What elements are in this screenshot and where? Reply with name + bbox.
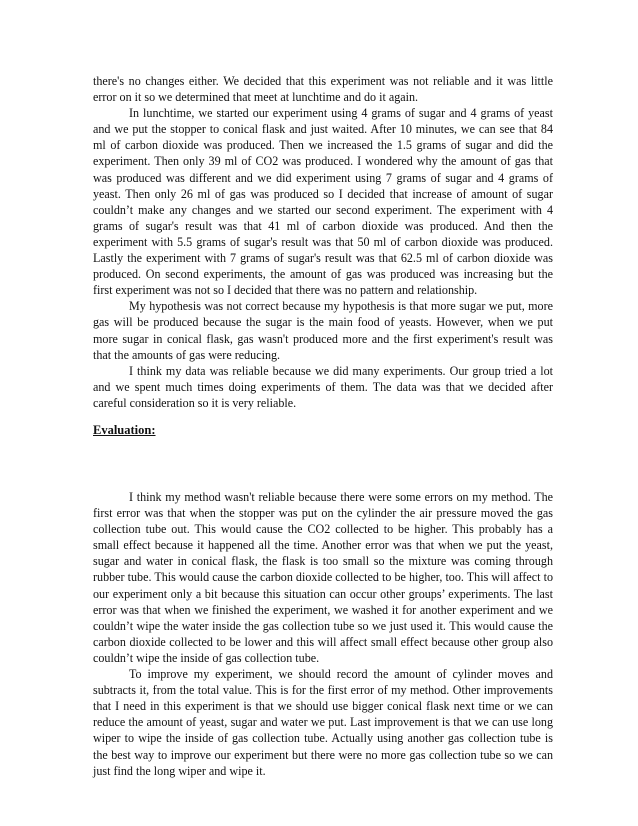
paragraph-lunchtime-experiment: In lunchtime, we started our experiment using 4 grams of sugar and 4 grams of yeast and we put the stopper to conical flask and just waited. After 10 minutes, we can see that 84 ml of carbon dioxide was produced. Then we increased the 1.5 grams of sugar and did the experiment. Then only 39 ml of CO2 was produced. I wondered why the amount of gas that was produced was different and we did experiment using 7 grams of sugar and 4 grams of yeast. Then only 26 ml of gas was produced so I decided that increase of amount of sugar couldn’t make any changes and we started our second experiment. The experiment with 4 grams of sugar's result was that 41 ml of carbon dioxide was produced. And then the experiment with 5.5 grams of sugar's result was that 50 ml of carbon dioxide was produced. Lastly the experiment with 7 grams of sugar's result was that 62.5 ml of carbon dioxide was produced. On second experiments, the amount of gas was produced was increasing but the first experiment was not so I decided that there was no pattern and relationship. bbox=[93, 106, 553, 298]
paragraph-method-errors: I think my method wasn't reliable because there were some errors on my method. The first error was that when the stopper was put on the cylinder the air pressure moved the gas collection tube out. This would cause the CO2 collected to be higher. This probably has a small effect because it happened all the time. Another error was that when we put the yeast, sugar and water in conical flask, the flask is too small so the mixture was coming through rubber tube. This would cause the carbon dioxide collected to be higher, too. This will affect to our experiment only a bit because this situation can occur other groups’ experiments. The last error was that when we finished the experiment, we washed it for another experiment and we couldn’t wipe the water inside the gas collection tube so we just used it. This would cause the carbon dioxide collected to be lower and this will affect small effect because other group also couldn’t wipe the inside of gas collection tube. bbox=[93, 490, 553, 665]
evaluation-section bbox=[93, 489, 553, 779]
results-section bbox=[93, 73, 553, 411]
paragraph-improvements: To improve my experiment, we should record the amount of cylinder moves and subtracts it, from the total value. This is for the first error of my method. Other improvements that I need in this experiment is that we should use bigger conical flask next time or we can reduce the amount of yeast, sugar and water we put. Last improvement is that we can use long wiper to wipe the inside of gas collection tube. Actually using another gas collection tube is the best way to improve our experiment but there were no more gas collection tube so we can just find the long wiper and wipe it. bbox=[93, 667, 553, 778]
evaluation-heading: Evaluation: bbox=[93, 423, 156, 437]
paragraph-reliability: I think my data was reliable because we did many experiments. Our group tried a lot and we spent much times doing experiments of them. The data was that we decided after careful consideration so it is very reliable. bbox=[93, 363, 553, 410]
paragraph-hypothesis: My hypothesis was not correct because my hypothesis is that more sugar we put, more gas will be produced because the sugar is the main food of yeasts. However, when we put more sugar in conical flask, gas wasn't produced more and the first experiment's result was that the amounts of gas were reducing. bbox=[93, 299, 553, 362]
paragraph-continuation: there's no changes either. We decided that this experiment was not reliable and it was little error on it so we determined that meet at lunchtime and do it again. bbox=[93, 74, 553, 105]
